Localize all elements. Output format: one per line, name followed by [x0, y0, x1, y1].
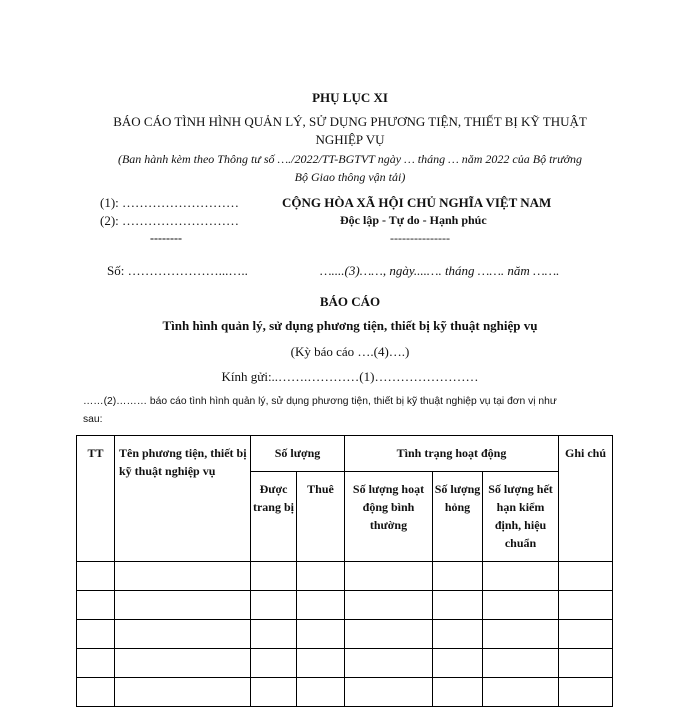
table-cell: [115, 591, 251, 620]
table-cell: [483, 562, 559, 591]
table-cell: [433, 591, 483, 620]
column-header-equipped: Được trang bị: [251, 472, 297, 562]
table-cell: [433, 678, 483, 707]
org-field-1: (1): ………………………: [100, 195, 240, 210]
table-cell: [559, 591, 613, 620]
column-header-inspection-expired: Số lượng hết hạn kiểm định, hiệu chuẩn: [483, 472, 559, 562]
table-cell: [297, 678, 345, 707]
table-cell: [77, 678, 115, 707]
issued-note-line2: Bộ Giao thông vận tải): [294, 170, 406, 184]
table-row: [77, 678, 613, 707]
table-cell: [251, 649, 297, 678]
document-title-line2: NGHIỆP VỤ: [315, 132, 385, 147]
report-title: BÁO CÁO: [319, 294, 381, 309]
appendix-label: PHỤ LỤC XI: [312, 90, 388, 105]
table-cell: [251, 591, 297, 620]
table-cell: [433, 649, 483, 678]
org-divider: --------: [150, 231, 182, 245]
table-cell: [297, 649, 345, 678]
issued-note-line1: (Ban hành kèm theo Thông tư số …./2022/TT-BGTVT ngày … tháng … năm 2022 của Bộ trưởng: [117, 152, 583, 166]
table-cell: [77, 591, 115, 620]
table-row: [77, 649, 613, 678]
equipment-status-table: [76, 435, 613, 707]
column-header-note: Ghi chú: [559, 436, 613, 562]
table-cell: [115, 649, 251, 678]
intro-line-2: sau:: [83, 414, 103, 425]
report-period: (Kỳ báo cáo ….(4)….): [290, 344, 410, 359]
column-header-broken: Số lượng hỏng: [433, 472, 483, 562]
table-cell: [251, 562, 297, 591]
table-cell: [345, 678, 433, 707]
table-cell: [483, 649, 559, 678]
table-cell: [559, 620, 613, 649]
table-row: [77, 620, 613, 649]
column-header-equipment-name: Tên phương tiện, thiết bị kỹ thuật nghiệp vụ: [115, 436, 251, 562]
table-cell: [345, 620, 433, 649]
table-cell: [115, 678, 251, 707]
table-cell: [297, 620, 345, 649]
table-cell: [345, 649, 433, 678]
document-number: Số: …………………...…..: [107, 263, 248, 278]
nation-name: CỘNG HÒA XÃ HỘI CHỦ NGHĨA VIỆT NAM: [282, 195, 552, 210]
table-cell: [77, 620, 115, 649]
table-cell: [251, 620, 297, 649]
table-cell: [483, 591, 559, 620]
report-subtitle: Tình hình quản lý, sử dụng phương tiện, thiết bị kỹ thuật nghiệp vụ: [162, 318, 538, 333]
intro-line-1: ……(2)……… báo cáo tình hình quản lý, sử dụng phương tiện, thiết bị kỹ thuật nghiệp vụ tại đơn vị như: [83, 396, 557, 407]
table-cell: [559, 649, 613, 678]
place-date-line: …....(3)……, ngày....…. tháng ……. năm …….: [320, 263, 560, 278]
report-recipient: Kính gửi:..…….…………(1)……………………: [221, 369, 479, 384]
table-cell: [77, 562, 115, 591]
column-header-tt: TT: [77, 436, 115, 562]
table-cell: [345, 562, 433, 591]
table-cell: [297, 562, 345, 591]
table-cell: [559, 562, 613, 591]
column-header-rented: Thuê: [297, 472, 345, 562]
table-cell: [345, 591, 433, 620]
table-cell: [559, 678, 613, 707]
org-field-2: (2): ………………………: [100, 213, 240, 228]
table-cell: [251, 678, 297, 707]
document-title-line1: BÁO CÁO TÌNH HÌNH QUẢN LÝ, SỬ DỤNG PHƯƠNG TIỆN, THIẾT BỊ KỸ THUẬT: [113, 114, 587, 129]
table-row: [77, 591, 613, 620]
table-cell: [433, 562, 483, 591]
table-cell: [115, 562, 251, 591]
nation-divider: ---------------: [390, 231, 450, 245]
table-cell: [483, 620, 559, 649]
column-header-operating-status: Tình trạng hoạt động: [345, 436, 559, 472]
table-cell: [297, 591, 345, 620]
table-cell: [433, 620, 483, 649]
table-cell: [77, 649, 115, 678]
table-row: [77, 562, 613, 591]
table-cell: [115, 620, 251, 649]
column-header-quantity: Số lượng: [251, 436, 345, 472]
column-header-normal-operation: Số lượng hoạt động bình thường: [345, 472, 433, 562]
table-cell: [483, 678, 559, 707]
nation-motto: Độc lập - Tự do - Hạnh phúc: [340, 213, 487, 227]
